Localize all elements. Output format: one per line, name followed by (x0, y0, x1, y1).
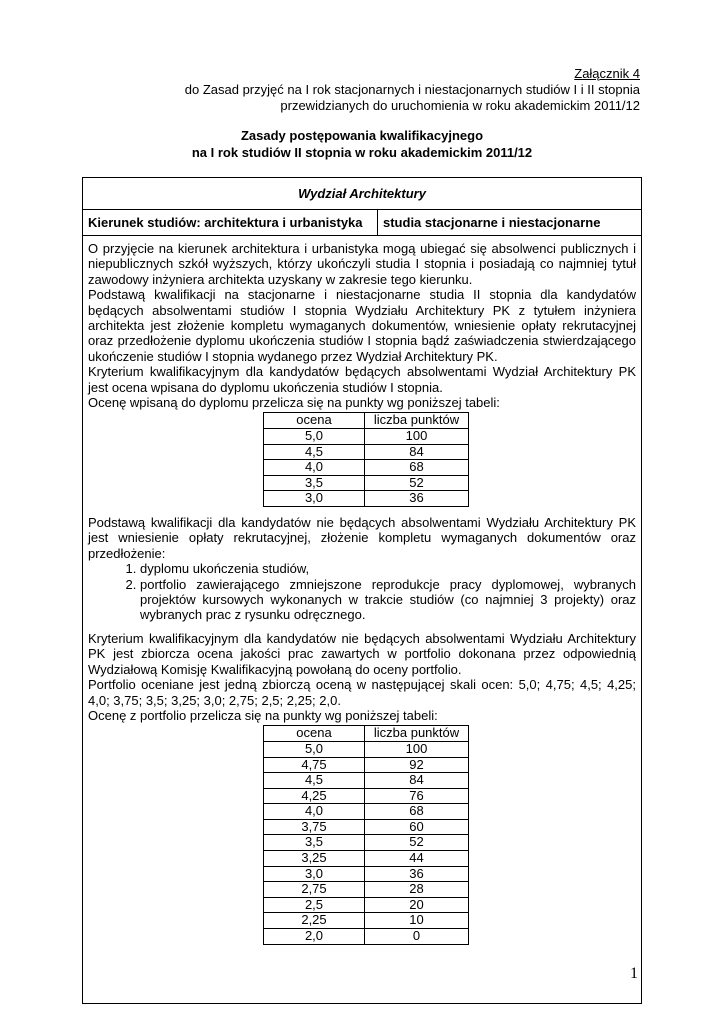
points-cell: 44 (365, 851, 469, 867)
title-line-1: Zasady postępowania kwalifikacyjnego (240, 128, 484, 143)
paragraph-criterion-graduates: Kryterium kwalifikacyjnym dla kandydatów będących absolwentami Wydział Architektury PK jest ocena wpisana do dyplomu ukończenia studiów I stopnia. (88, 364, 636, 395)
paragraph-basis-non-graduates: Podstawą kwalifikacji dla kandydatów nie będących absolwentami Wydziału Architektury PK jest wniesienie opłaty rekrutacyjnej, złożenie kompletu wymaganych dokumentów oraz przedłożenie: (88, 515, 636, 561)
program-row (83, 210, 641, 236)
grade-cell: 3,0 (264, 866, 365, 882)
paragraph-eligibility: O przyjęcie na kierunek architektura i urbanistyka mogą ubiegać się absolwenci publicznych i niepublicznych szkół wyższych, którzy ukończyli studia I stopnia i posiadają co najmniej tytuł zawodowy inżyniera architekta uzyskany w zakresie tego kierunku. (88, 241, 636, 287)
grade-cell: 4,75 (264, 757, 365, 773)
points-cell: 84 (365, 444, 469, 460)
table-row (264, 913, 469, 929)
grade-cell: 4,0 (264, 460, 365, 476)
table-header-row (264, 413, 469, 429)
paragraph-table2-intro: Ocenę z portfolio przelicza się na punkty wg poniższej tabeli: (88, 707, 438, 723)
points-cell: 68 (365, 804, 469, 820)
table-row (264, 804, 469, 820)
table-row (264, 882, 469, 898)
grade-cell: 2,75 (264, 882, 365, 898)
grade-cell: 5,0 (264, 741, 365, 757)
program-field: Kierunek studiów: architektura i urbanistyka (83, 210, 378, 235)
attachment-label: Załącznik 4 (574, 66, 640, 81)
document-title (0, 127, 724, 161)
table-row (264, 835, 469, 851)
table-row (264, 741, 469, 757)
grade-cell: 3,5 (264, 475, 365, 491)
column-header-grade: ocena (264, 413, 365, 429)
points-cell: 68 (365, 460, 469, 476)
table-header-row (264, 726, 469, 742)
table-row (264, 460, 469, 476)
points-cell: 52 (365, 475, 469, 491)
points-cell: 76 (365, 788, 469, 804)
grade-cell: 4,5 (264, 444, 365, 460)
grade-cell: 2,25 (264, 913, 365, 929)
table-row (264, 757, 469, 773)
points-cell: 20 (365, 897, 469, 913)
portfolio-points-table (263, 725, 469, 944)
grade-cell: 3,0 (264, 491, 365, 507)
grade-cell: 2,5 (264, 897, 365, 913)
grade-cell: 3,5 (264, 835, 365, 851)
column-header-grade: ocena (264, 726, 365, 742)
table-row (264, 429, 469, 445)
paragraph-basis-graduates: Podstawą kwalifikacji na stacjonarne i niestacjonarne studia II stopnia dla kandydatów będących absolwentami studiów I stopnia Wydziału Architektury PK z tytułem inżyniera architekta jest złożenie kompletu wymaganych dokumentów, wniesienie opłaty rekrutacyjnej oraz przedłożenie dyplomu ukończenia studiów I stopnia bądź zaświadczenia stwierdzającego ukończenie studiów I stopnia wydanego przez Wydział Architektury PK. (88, 287, 636, 364)
table-row (264, 819, 469, 835)
points-cell: 100 (365, 741, 469, 757)
points-cell: 0 (365, 929, 469, 945)
list-item: 2. portfolio zawierającego zmniejszone reprodukcje pracy dyplomowej, wybranych projektów kursowych wykonanych w trakcie studiów (co najmniej 3 projekty) oraz wybranych prac z rysunku odręcznego. (140, 577, 636, 623)
points-cell: 60 (365, 819, 469, 835)
grade-cell: 4,25 (264, 788, 365, 804)
grade-cell: 2,0 (264, 929, 365, 945)
table-row (264, 866, 469, 882)
table-row (264, 788, 469, 804)
paragraph-table1-intro: Ocenę wpisaną do dyplomu przelicza się na punkty wg poniższej tabeli: (88, 395, 500, 411)
points-cell: 10 (365, 913, 469, 929)
diploma-points-table (263, 412, 469, 507)
paragraph-portfolio-scale: Portfolio oceniane jest jedną zbiorczą oceną w następującej skali ocen: 5,0; 4,75; 4,5; 4,25; 4,0; 3,75; 3,5; 3,25; 3,0; 2,75; 2,5; 2,25; 2,0. (88, 677, 636, 708)
table-row (264, 773, 469, 789)
points-cell: 36 (365, 866, 469, 882)
points-cell: 92 (365, 757, 469, 773)
grade-cell: 3,25 (264, 851, 365, 867)
table-row (264, 491, 469, 507)
points-cell: 84 (365, 773, 469, 789)
header-line-1: do Zasad przyjęć na I rok stacjonarnych i niestacjonarnych studiów I i II stopnia (184, 82, 640, 97)
paragraph-criterion-non-graduates: Kryterium kwalifikacyjnym dla kandydatów nie będących absolwentami Wydziału Architektury PK jest zbiorcza ocena jakości prac zawartych w portfolio dokonana przez odpowiednią Wydziałową Komisję Kwalifikacyjną powołaną do oceny portfolio. (88, 630, 636, 677)
header-line-2: przewidzianych do uruchomienia w roku akademickim 2011/12 (280, 98, 640, 113)
list-item: 1. dyplomu ukończenia studiów, (140, 561, 636, 576)
grade-cell: 4,0 (264, 804, 365, 820)
table-row (264, 851, 469, 867)
rules-frame (82, 177, 642, 1004)
grade-cell: 4,5 (264, 773, 365, 789)
rules-content (83, 236, 641, 945)
column-header-points: liczba punktów (365, 413, 469, 429)
table-row (264, 929, 469, 945)
table-row (264, 475, 469, 491)
grade-cell: 5,0 (264, 429, 365, 445)
title-line-2: na I rok studiów II stopnia w roku akademickim 2011/12 (191, 145, 533, 160)
column-header-points: liczba punktów (365, 726, 469, 742)
points-cell: 28 (365, 882, 469, 898)
table-row (264, 897, 469, 913)
table-row (264, 444, 469, 460)
required-documents-list (88, 561, 636, 623)
document-header (80, 66, 640, 114)
points-cell: 36 (365, 491, 469, 507)
page-number: 1 (630, 965, 638, 982)
program-mode: studia stacjonarne i niestacjonarne (383, 215, 601, 230)
points-cell: 52 (365, 835, 469, 851)
points-cell: 100 (365, 429, 469, 445)
faculty-name: Wydział Architektury (83, 178, 641, 210)
grade-cell: 3,75 (264, 819, 365, 835)
